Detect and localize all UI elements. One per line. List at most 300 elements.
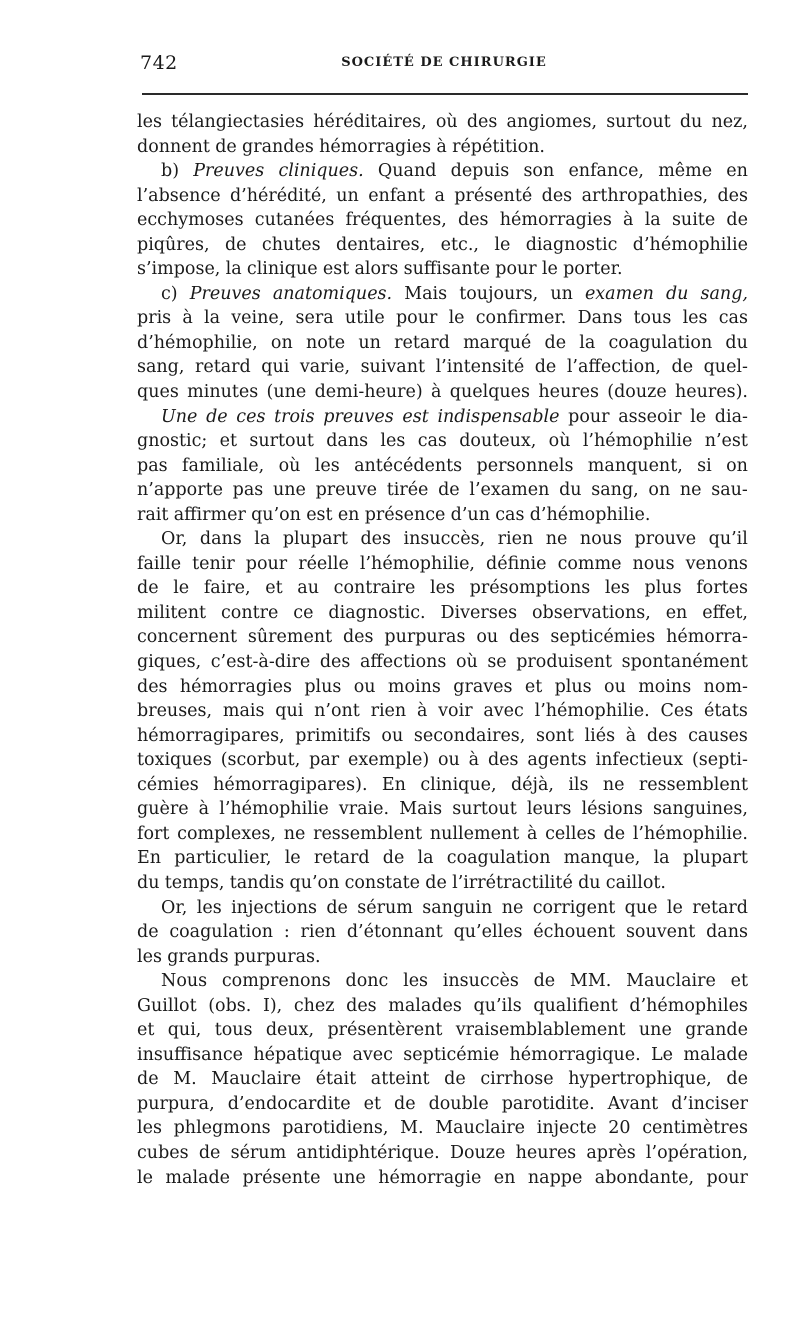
word <box>173 576 189 601</box>
word <box>527 797 572 822</box>
text-fragment: grande <box>685 1020 748 1041</box>
word <box>533 994 617 1019</box>
text-fragment: ou <box>438 750 460 771</box>
text-fragment: sérum <box>357 897 413 918</box>
word <box>298 552 349 577</box>
text-fragment: qui <box>275 701 304 722</box>
text-fragment: rait <box>137 504 169 525</box>
text-fragment: ne <box>545 529 568 550</box>
word <box>316 1067 356 1092</box>
text-fragment: malade <box>165 1167 231 1188</box>
word <box>206 405 228 430</box>
text-fragment: leurs <box>526 799 572 820</box>
word <box>180 675 292 700</box>
word <box>692 748 748 773</box>
word <box>633 233 748 258</box>
word <box>231 896 317 921</box>
word <box>441 233 479 258</box>
text-fragment: dia- <box>714 406 748 427</box>
text-fragment: fortes <box>696 578 748 599</box>
text-fragment: hépatique <box>253 1044 343 1065</box>
word <box>278 159 363 184</box>
word <box>438 748 460 773</box>
text-fragment: septicémie <box>403 1044 500 1065</box>
text-fragment: les <box>314 455 340 476</box>
word <box>346 208 447 233</box>
word <box>182 306 192 331</box>
word <box>608 1092 659 1117</box>
text-fragment: retard <box>394 332 450 353</box>
word <box>671 1092 748 1117</box>
text-fragment: nom- <box>703 676 748 697</box>
text-fragment: pour <box>495 259 537 280</box>
word <box>300 355 350 380</box>
text-fragment: 20 <box>608 1118 631 1139</box>
text-fragment: contraire <box>333 578 416 599</box>
word <box>629 994 748 1019</box>
text-fragment: affections <box>359 652 447 673</box>
word <box>364 1092 381 1117</box>
word <box>327 1018 442 1043</box>
text-fragment: l’hémophilie <box>219 799 329 820</box>
text-fragment: voir <box>438 701 473 722</box>
word <box>430 576 455 601</box>
word <box>470 576 591 601</box>
word <box>420 773 496 798</box>
word <box>323 257 349 282</box>
word <box>667 896 683 921</box>
word <box>469 478 549 503</box>
text-fragment: infectieux <box>595 750 684 771</box>
text-fragment: un <box>358 332 381 353</box>
word <box>494 1166 516 1191</box>
text-fragment: un <box>336 185 359 206</box>
text-fragment: est <box>322 259 350 280</box>
word <box>633 822 748 847</box>
text-fragment: était <box>315 1069 357 1090</box>
word <box>726 454 748 479</box>
text-line <box>137 257 748 282</box>
word <box>388 994 462 1019</box>
italic-text: sang, <box>700 283 748 304</box>
text-fragment: atteint <box>370 1069 430 1090</box>
text-fragment: cas <box>495 504 525 525</box>
text-line <box>137 601 748 626</box>
word <box>454 184 532 209</box>
text-fragment: chez <box>293 995 335 1016</box>
text-fragment: des <box>487 750 519 771</box>
word <box>315 380 423 405</box>
text-fragment: la <box>225 259 242 280</box>
text-fragment: agents <box>527 750 587 771</box>
text-fragment: où <box>455 652 478 673</box>
text-fragment: cémies <box>137 774 199 795</box>
text-fragment: en <box>665 602 688 623</box>
word <box>476 625 498 650</box>
word <box>435 1116 525 1141</box>
word <box>568 405 609 430</box>
text-fragment: grands <box>167 946 229 967</box>
text-fragment: quelques <box>449 382 531 403</box>
text-fragment: exemple) <box>348 750 430 771</box>
text-fragment: clinique, <box>420 774 497 795</box>
word <box>215 1018 253 1043</box>
text-fragment: présente <box>242 1167 321 1188</box>
word <box>414 724 525 749</box>
text-fragment: suffisante <box>403 259 491 280</box>
word <box>683 846 748 871</box>
text-fragment: d’hémophilie, <box>137 332 258 353</box>
text-fragment: retard <box>313 848 370 869</box>
word <box>495 257 536 282</box>
text-fragment: des <box>457 210 489 231</box>
text-fragment: de <box>726 1069 748 1090</box>
text-fragment: ou <box>476 627 499 648</box>
word <box>161 896 187 921</box>
word <box>228 1092 351 1117</box>
text-fragment: cas <box>718 308 748 329</box>
text-fragment: pour <box>395 308 438 329</box>
text-fragment: rien <box>300 922 337 943</box>
text-fragment: donnent <box>137 136 210 157</box>
text-fragment: malade <box>683 1044 748 1065</box>
word <box>431 380 441 405</box>
text-fragment: ils <box>568 774 589 795</box>
word <box>645 208 661 233</box>
text-fragment: d’endocardite <box>227 1093 351 1114</box>
word <box>137 135 210 160</box>
text-fragment: surtout <box>249 431 314 452</box>
text-fragment: fort <box>137 823 170 844</box>
word <box>279 454 301 479</box>
word <box>211 650 311 675</box>
text-fragment: son <box>523 161 555 182</box>
text-fragment: mais <box>222 701 265 722</box>
word <box>137 257 220 282</box>
word <box>483 699 523 724</box>
text-fragment: coagulation <box>608 332 713 353</box>
text-fragment: pour <box>245 553 288 574</box>
text-fragment: diagnostic <box>525 234 618 255</box>
text-fragment: se <box>487 652 507 673</box>
text-fragment: les <box>403 971 429 992</box>
text-fragment: en <box>726 161 748 182</box>
text-fragment: lésions <box>581 799 643 820</box>
word <box>249 429 314 454</box>
text-fragment: hypertrophique, <box>568 1069 712 1090</box>
text-fragment: septicémies <box>550 627 656 648</box>
text-line <box>137 748 748 773</box>
word <box>137 552 181 577</box>
word <box>507 110 598 135</box>
word <box>403 1043 499 1068</box>
text-fragment: ressemblent <box>313 823 423 844</box>
text-line <box>137 773 748 798</box>
text-fragment: comprenons <box>221 971 331 992</box>
word <box>137 184 221 209</box>
text-fragment: les <box>137 1118 162 1139</box>
text-fragment: pour <box>706 1167 748 1188</box>
text-fragment: suivant <box>360 357 426 378</box>
text-line <box>137 233 748 258</box>
word <box>137 871 159 896</box>
word <box>137 380 179 405</box>
text-line <box>137 1018 748 1043</box>
word <box>704 355 748 380</box>
word <box>306 503 332 528</box>
text-fragment: qu’ils <box>473 995 522 1016</box>
text-line <box>137 1092 748 1117</box>
word <box>137 945 162 970</box>
text-fragment: à <box>468 750 480 771</box>
word <box>523 159 554 184</box>
text-fragment: de <box>137 1069 159 1090</box>
text-fragment: grandes <box>242 136 314 157</box>
text-line <box>137 135 748 160</box>
word <box>645 576 682 601</box>
italic-text: indispensable <box>437 406 560 427</box>
word <box>452 797 517 822</box>
word <box>226 257 242 282</box>
word <box>467 110 498 135</box>
word <box>246 552 287 577</box>
text-fragment: échouent <box>533 922 616 943</box>
word <box>265 576 282 601</box>
text-line <box>137 282 748 307</box>
word <box>711 478 748 503</box>
text-fragment: sang, <box>591 480 639 501</box>
word <box>313 822 422 847</box>
text-fragment: produisent <box>516 652 613 673</box>
word <box>658 159 712 184</box>
italic-text: est <box>402 406 429 427</box>
word <box>290 871 340 896</box>
word <box>403 969 428 994</box>
word <box>542 257 558 282</box>
text-fragment: Ces <box>660 701 694 722</box>
word <box>404 527 486 552</box>
text-fragment: de <box>438 480 460 501</box>
word <box>542 184 573 209</box>
text-fragment: varie, <box>299 357 351 378</box>
text-fragment: a <box>434 185 445 206</box>
word <box>580 527 622 552</box>
text-fragment: et <box>265 578 283 599</box>
word <box>683 306 708 331</box>
text-fragment: on <box>270 332 293 353</box>
text-fragment: de <box>444 1069 466 1090</box>
text-fragment: militent <box>137 602 207 623</box>
word <box>346 969 389 994</box>
text-fragment: moins <box>387 676 441 697</box>
text-fragment: le <box>541 259 558 280</box>
italic-text: preuves <box>323 406 394 427</box>
text-fragment: asseoir <box>618 406 682 427</box>
word <box>334 576 416 601</box>
text-fragment: de <box>326 897 348 918</box>
word <box>447 846 551 871</box>
text-fragment: qualifient <box>533 995 618 1016</box>
text-fragment: l’hémophilie, <box>359 553 475 574</box>
word <box>443 969 519 994</box>
text-fragment: d’hémophilie. <box>529 504 651 525</box>
word <box>167 945 228 970</box>
text-fragment: veine, <box>231 308 285 329</box>
text-fragment: pour <box>568 406 610 427</box>
word <box>709 527 748 552</box>
text-fragment: c’est-à-dire <box>210 652 311 673</box>
text-fragment: minutes <box>187 382 259 403</box>
text-line <box>137 1067 748 1092</box>
word <box>354 257 398 282</box>
text-fragment: purpuras <box>384 627 466 648</box>
word <box>247 257 318 282</box>
text-fragment: ou <box>604 676 626 697</box>
text-fragment: hémorragie <box>378 1167 482 1188</box>
word <box>182 454 264 479</box>
text-fragment: venons <box>685 553 748 574</box>
word <box>208 994 251 1019</box>
word <box>380 429 405 454</box>
word <box>211 1067 301 1092</box>
text-fragment: caillot. <box>605 872 666 893</box>
word <box>706 920 748 945</box>
text-fragment: enfant <box>368 185 426 206</box>
text-fragment: constate <box>344 872 421 893</box>
text-fragment: hémorragipares, <box>137 725 285 746</box>
text-fragment: ne <box>602 774 625 795</box>
text-fragment: de <box>198 1142 221 1163</box>
word <box>137 576 159 601</box>
word <box>255 208 335 233</box>
text-fragment: Douze <box>449 1142 506 1163</box>
word <box>604 822 626 847</box>
text-fragment: insuccès <box>442 971 519 992</box>
text-fragment: Mais <box>404 283 448 304</box>
text-fragment: injections <box>231 897 317 918</box>
word <box>438 699 472 724</box>
text-fragment: malades <box>388 995 462 1016</box>
word <box>383 846 405 871</box>
text-fragment: une <box>272 480 306 501</box>
text-fragment: coagulation <box>446 848 551 869</box>
word <box>686 552 748 577</box>
word <box>137 331 258 356</box>
text-fragment: à <box>526 823 538 844</box>
text-line <box>137 110 748 135</box>
text-fragment: par <box>309 750 340 771</box>
text-line <box>137 454 748 479</box>
word <box>607 380 666 405</box>
text-fragment: n’apporte <box>137 480 223 501</box>
word <box>365 503 446 528</box>
word <box>570 969 611 994</box>
word <box>137 994 197 1019</box>
running-title: SOCIÉTÉ DE CHIRURGIE <box>341 55 547 70</box>
word <box>568 1067 711 1092</box>
text-fragment: Le <box>651 1044 673 1065</box>
text-fragment: familiale, <box>181 455 265 476</box>
text-fragment: ecchymoses <box>137 210 244 231</box>
text-fragment: nous <box>632 553 675 574</box>
text-fragment: du <box>578 872 601 893</box>
text-fragment: faille <box>137 553 182 574</box>
word <box>538 380 599 405</box>
text-fragment: pris <box>137 308 172 329</box>
word <box>267 380 307 405</box>
text-fragment: manque, <box>563 848 641 869</box>
text-fragment: faire, <box>203 578 251 599</box>
word <box>230 871 285 896</box>
text-fragment: de <box>544 332 567 353</box>
text-line <box>137 797 748 822</box>
text-fragment: utile <box>344 308 385 329</box>
word <box>436 135 446 160</box>
text-line <box>137 208 748 233</box>
text-fragment: pas <box>232 480 264 501</box>
text-fragment: abondante, <box>594 1167 695 1188</box>
word <box>345 306 385 331</box>
word <box>530 503 651 528</box>
word <box>137 233 210 258</box>
word <box>137 355 184 380</box>
text-fragment: sont <box>536 725 574 746</box>
text-fragment: note <box>305 332 346 353</box>
text-fragment: MM. <box>569 971 612 992</box>
text-fragment: Dans <box>577 308 623 329</box>
word <box>452 871 573 896</box>
text-fragment: plus <box>554 676 592 697</box>
text-fragment: sanguines, <box>652 799 748 820</box>
word <box>609 331 713 356</box>
text-fragment: ne <box>283 823 306 844</box>
text-fragment: les <box>137 112 162 132</box>
word <box>625 896 658 921</box>
italic-text: examen <box>584 283 654 304</box>
word <box>271 331 293 356</box>
word <box>177 822 276 847</box>
word <box>441 601 518 626</box>
text-fragment: plus <box>304 676 342 697</box>
text-fragment: du <box>137 872 160 893</box>
text-fragment: le <box>284 848 301 869</box>
word <box>511 773 554 798</box>
body-text <box>137 110 748 1190</box>
word <box>591 478 638 503</box>
word <box>326 429 368 454</box>
word <box>717 184 748 209</box>
text-fragment: double <box>428 1093 489 1114</box>
word <box>225 233 247 258</box>
text-fragment: à <box>625 725 637 746</box>
text-fragment: Avant <box>607 1093 659 1114</box>
word <box>251 503 301 528</box>
text-fragment: sanguin <box>422 897 493 918</box>
word <box>545 822 596 847</box>
text-fragment: (septi- <box>691 750 748 771</box>
italic-text: ces <box>236 406 266 427</box>
word <box>719 306 748 331</box>
word <box>535 699 650 724</box>
text-fragment: des <box>360 529 391 550</box>
word <box>568 773 588 798</box>
word <box>559 478 581 503</box>
word <box>509 625 540 650</box>
word <box>701 282 748 307</box>
text-fragment: même <box>658 161 713 182</box>
word <box>582 184 708 209</box>
word <box>500 208 612 233</box>
